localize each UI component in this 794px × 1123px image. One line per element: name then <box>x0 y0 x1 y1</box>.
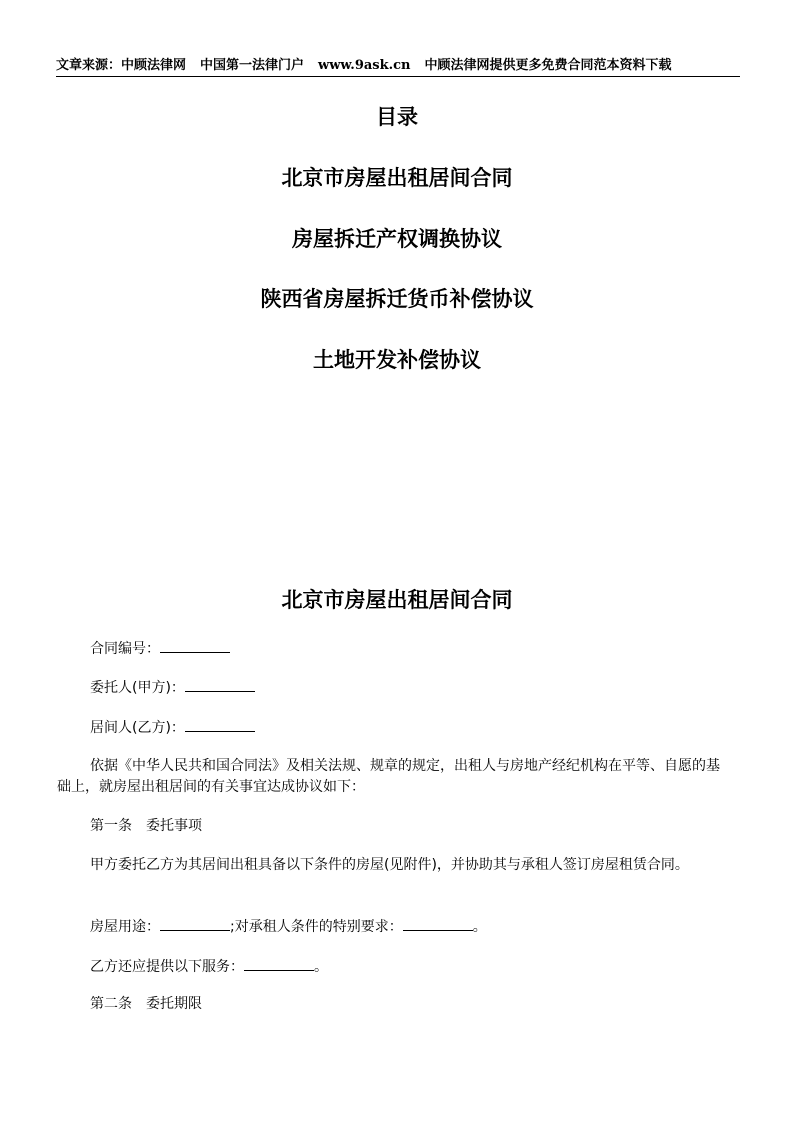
requirement-label: 对承租人条件的特别要求： <box>234 919 403 935</box>
header-url[interactable]: www.9ask.cn <box>318 58 411 73</box>
agent-blank <box>185 716 255 732</box>
header-promo: 中顾法律网提供更多免费合同范本资料下载 <box>424 58 672 73</box>
usage-line <box>57 915 729 938</box>
services-label: 乙方还应提供以下服务： <box>90 959 244 975</box>
requirement-blank <box>403 915 473 931</box>
client-line <box>57 676 729 699</box>
agent-label: 居间人(乙方)： <box>90 720 185 736</box>
agent-line <box>57 716 729 739</box>
contract-number-blank <box>160 637 230 653</box>
usage-separator: ; <box>230 919 235 935</box>
page-header <box>56 57 740 75</box>
services-line <box>57 955 729 978</box>
header-source: 文章来源：中顾法律网 <box>56 58 187 73</box>
services-period: 。 <box>314 959 328 975</box>
usage-period: 。 <box>472 919 487 935</box>
usage-blank <box>160 915 230 931</box>
header-divider <box>56 76 740 77</box>
toc-item-2[interactable]: 房屋拆迁产权调换协议 <box>292 226 502 251</box>
toc-item-3[interactable]: 陕西省房屋拆迁货币补偿协议 <box>260 286 534 311</box>
toc-item-1[interactable]: 北京市房屋出租居间合同 <box>281 165 513 190</box>
toc-title: 目录 <box>376 104 418 129</box>
header-portal: 中国第一法律门户 <box>200 58 305 73</box>
contract-number-line <box>57 637 729 660</box>
client-label: 委托人(甲方)： <box>90 680 185 696</box>
article-1-title: 第一条 委托事项 <box>90 818 202 834</box>
toc-item-4[interactable]: 土地开发补偿协议 <box>313 347 481 372</box>
client-blank <box>185 676 255 692</box>
article-2-title: 第二条 委托期限 <box>90 996 202 1012</box>
contract-title: 北京市房屋出租居间合同 <box>281 587 513 612</box>
contract-number-label: 合同编号： <box>90 641 160 657</box>
services-blank <box>244 955 314 971</box>
contract-intro: 依据《中华人民共和国合同法》及相关法规、规章的规定，出租人与房地产经纪机构在平等、自愿的基础上，就房屋出租居间的有关事宜达成协议如下： <box>57 758 720 795</box>
usage-label: 房屋用途： <box>90 919 160 935</box>
article-1-text: 甲方委托乙方为其居间出租具备以下条件的房屋(见附件)，并协助其与承租人签订房屋租赁合同。 <box>90 857 689 873</box>
